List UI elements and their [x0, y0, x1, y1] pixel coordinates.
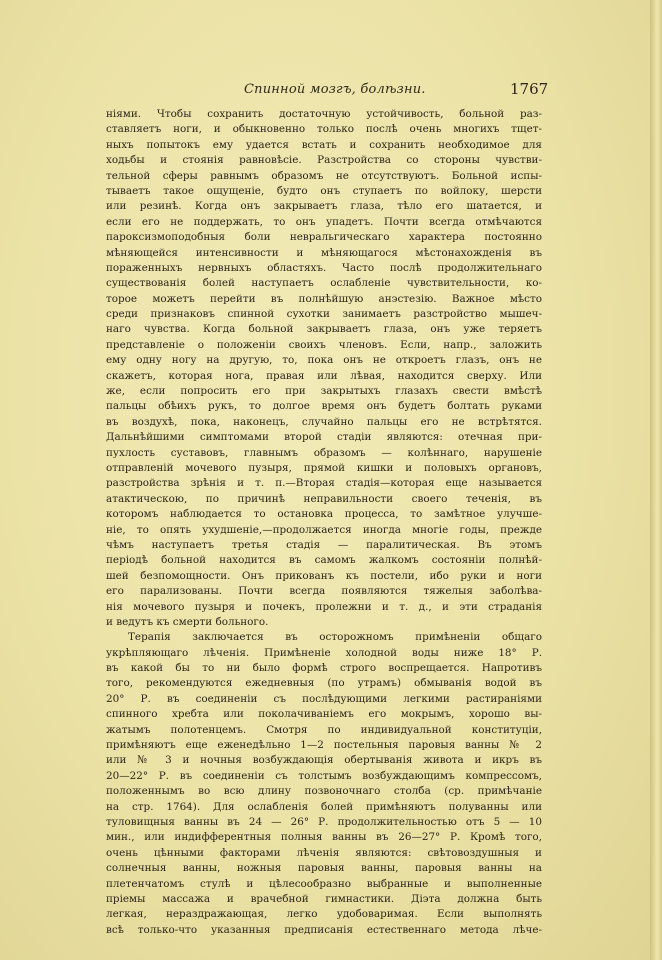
text-line: представленіе о положеніи своихъ членовъ. Если, напр., заложить — [106, 338, 542, 351]
text-line: 20—22° Р. въ соединеніи съ толстымъ возбуждающимъ компрессомъ, — [106, 769, 542, 782]
text-line: солнечныя ванны, ножныя паровыя ванны, паровыя ванны на — [106, 862, 542, 875]
text-line: плетенчатомъ стулѣ и цѣлесообразно выбранные и выполненные — [106, 877, 542, 890]
text-line: существованія болей наступаетъ ослабленіе чувствительности, ко- — [106, 277, 542, 290]
paragraph-end-line: и ведутъ къ смерти больного. — [106, 615, 269, 628]
page-number: 1767 — [510, 80, 549, 98]
text-line: положеннымъ во всю длину позвоночнаго столба (ср. примѣчаніе — [106, 785, 542, 798]
text-line: атактическою, по причинѣ неправильности своего теченія, въ — [106, 492, 542, 505]
text-line: ходьбы и стоянія равновѣсіе. Разстройства со стороны чувстви- — [106, 154, 542, 167]
text-line: ніями. Чтобы сохранить достаточную устойчивость, больной раз- — [106, 108, 542, 120]
text-line: очень цѣнными факторами лѣченія являются: свѣтовоздушныя и — [106, 846, 542, 859]
text-line: если его не поддержать, то онъ упадетъ. Почти всегда отмѣчаются — [106, 215, 542, 228]
text-line: легкая, нераздражающая, легко удобоваримая. Если выполнять — [106, 908, 542, 921]
text-line: укрѣпляющаго лѣченія. Примѣненіе холодной воды ниже 18° Р. — [106, 646, 542, 659]
text-line: или № 3 и ночныя возбуждающія обертыванія живота и икръ въ — [106, 754, 542, 767]
text-line: туловищныя ванны въ 24 — 26° Р. продолжительностью отъ 5 — 10 — [106, 815, 542, 828]
text-line: или резинѣ. Когда онъ закрываетъ глаза, тѣло его шатается, и — [106, 200, 542, 213]
text-line: примѣняютъ еще еженедѣльно 1—2 постельныя паровыя ванны № 2 — [106, 739, 542, 752]
text-line: тываетъ такое ощущеніе, будто онъ ступаетъ по войлоку, шерсти — [106, 184, 542, 197]
text-line: въ какой бы то ни было формѣ строго воспрещается. Напротивъ — [106, 662, 542, 675]
text-line: шей безпомощности. Онъ прикованъ къ постели, ибо руки и ноги — [106, 569, 542, 582]
text-line: Дальнѣйшими симптомами второй стадіи являются: отечная при- — [106, 431, 542, 444]
text-line: нія мочевого пузыря и почекъ, пролежни и т. д., и эти страданія — [106, 600, 542, 613]
text-line: скажетъ, которая нога, правая или лѣвая, находится сверху. Или — [106, 369, 542, 382]
page-edge — [650, 0, 662, 960]
text-line: спинного хребта или поколачиваніемъ его мокрымъ, хорошо вы- — [106, 708, 542, 721]
text-line: пріемы массажа и врачебной гимнастики. Діэта должна быть — [106, 892, 542, 905]
text-line: разстройства зрѣнія и т. п.—Вторая стадія—которая еще называется — [106, 477, 542, 490]
text-line: мин., или индифферентныя полныя ванны въ 26—27° Р. Кромѣ того, — [106, 831, 542, 844]
text-line: ныхъ попытокъ ему удается встать и сохранить необходимое для — [106, 138, 542, 151]
text-line: пухлость суставовъ, главнымъ образомъ — колѣннаго, нарушеніе — [106, 446, 542, 459]
text-line: торое можетъ перейти въ полнѣйшую анэстезію. Важное мѣсто — [106, 292, 542, 305]
text-line: среди признаковъ спинной сухотки занимаетъ разстройство мышеч- — [106, 308, 542, 321]
text-line: которомъ наблюдается то остановка процесса, то замѣтное улучше- — [106, 508, 542, 521]
text-line: чѣмъ наступаетъ третья стадія — паралитическая. Въ этомъ — [106, 538, 542, 551]
text-line: пароксизмоподобныя боли невральгическаго характера постоянно — [106, 231, 542, 244]
text-line: пораженныхъ нервныхъ областяхъ. Часто послѣ продолжительнаго — [106, 261, 542, 274]
text-line: 20° Р. въ соединеніи съ послѣдующими легкими растираніями — [106, 692, 542, 705]
text-line: ставляетъ ноги, и обыкновенно только послѣ очень многихъ тщет- — [106, 123, 542, 136]
text-line: періодѣ больной находится въ самомъ жалкомъ состояніи полнѣй- — [106, 554, 542, 567]
body-text — [106, 107, 542, 938]
text-line: ему одну ногу на другую, то, пока онъ не откроетъ глазъ, онъ не — [106, 354, 542, 367]
paragraph-start-line: Терапія заключается въ осторожномъ примѣненіи общаго — [128, 631, 542, 644]
text-line: ніе, то опять ухудшеніе,—продолжается иногда многіе годы, прежде — [106, 523, 542, 536]
text-line: того, рекомендуются ежедневныя (по утрамъ) обмыванія водой въ — [106, 677, 542, 690]
text-line: жатымъ полотенцемъ. Смотря по индивидуальной конституціи, — [106, 723, 542, 736]
text-line: его парализованы. Почти всегда появляются тяжелыя заболѣва- — [106, 585, 542, 598]
text-line: въ воздухѣ, пока, наконецъ, случайно пальцы его не встрѣтятся. — [106, 415, 542, 428]
text-line: на стр. 1764). Для ослабленія болей примѣняютъ полуванны или — [106, 800, 542, 813]
text-line: тельной сферы равнымъ образомъ не отсутствуютъ. Больной испы- — [106, 169, 542, 182]
text-line: всѣ только-что указанныя предписанія естественнаго метода лѣче- — [106, 923, 542, 936]
text-line: мѣняющейся интенсивности и мѣняющагося мѣстонахожденія въ — [106, 246, 542, 259]
text-line: же, если попросить его при закрытыхъ глазахъ свести вмѣстѣ — [106, 385, 542, 398]
page-header — [0, 80, 650, 104]
text-line: отправленій мочевого пузыря, прямой кишки и половыхъ органовъ, — [106, 461, 542, 474]
text-line: наго чувства. Когда больной закрываетъ глаза, онъ уже теряетъ — [106, 323, 542, 336]
text-line: пальцы обѣихъ рукъ, то долгое время онъ будетъ болтать руками — [106, 400, 542, 413]
running-title: Спинной мозгъ, болѣзни. — [244, 82, 426, 97]
